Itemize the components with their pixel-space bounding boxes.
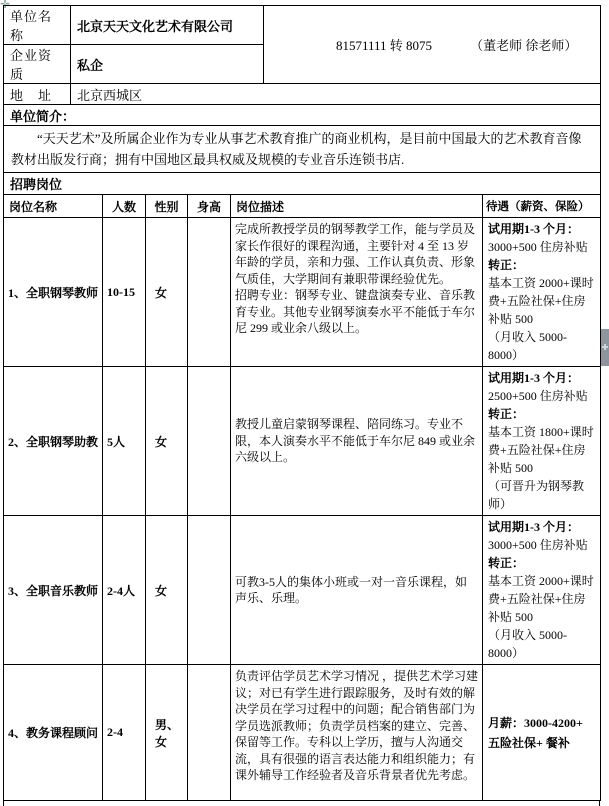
salary-note: （月收入 5000-8000） — [488, 330, 567, 362]
header-height: 身高 — [188, 195, 231, 218]
company-name-label: 单位名称 — [4, 6, 71, 45]
salary-note: （可晋升为钢琴教师） — [488, 479, 585, 511]
scrollbar-thumb[interactable] — [601, 329, 609, 366]
salary-monthly: 月薪：3000-4200+ 五险社保+ 餐补 — [488, 715, 583, 750]
job-salary — [483, 218, 601, 367]
table-continuation — [3, 801, 600, 806]
job-row-piano-assistant — [4, 367, 601, 516]
job-row-music-teacher — [4, 516, 601, 665]
address-value: 北京西城区 — [71, 84, 601, 105]
salary-regular-label: 转正： — [488, 556, 525, 570]
job-description — [231, 516, 483, 665]
job-description — [231, 665, 483, 801]
job-salary — [483, 665, 601, 801]
header-description: 岗位描述 — [231, 195, 483, 218]
company-phone-cell — [264, 6, 601, 84]
salary-note: （月收入 5000-8000） — [488, 628, 567, 660]
header-position-name: 岗位名称 — [4, 195, 103, 218]
company-intro-text: “天天艺术”及所属企业作为专业从事艺术教育推广的商业机构，是目前中国最大的艺术教育音像教材出版发行商；拥有中国地区最具权威及规模的专业音乐连锁书店. — [11, 131, 582, 167]
salary-trial-value: 3000+500 住房补贴 — [488, 240, 588, 254]
job-description — [231, 367, 483, 516]
job-height — [188, 516, 231, 665]
contact-names: （董老师 徐老师） — [470, 38, 578, 53]
header-salary: 待遇（薪资、保险） — [483, 195, 601, 218]
jobs-table — [3, 194, 601, 801]
job-name: 4、教务课程顾问 — [4, 665, 103, 801]
job-count: 2-4人 — [103, 516, 146, 665]
company-name-value: 北京天天文化艺术有限公司 — [71, 6, 264, 45]
jobs-header-row — [4, 195, 601, 218]
company-intro-cell — [4, 126, 601, 173]
section-title: 招聘岗位 — [4, 173, 601, 195]
intro-text-row — [4, 126, 601, 173]
job-gender: 女 — [146, 218, 188, 367]
header-gender: 性别 — [146, 195, 188, 218]
qualification-value: 私企 — [71, 45, 264, 84]
salary-regular-label: 转正： — [488, 407, 525, 421]
salary-regular-value: 基本工资 1800+课时费+五险社保+住房补贴 500 — [488, 425, 594, 475]
job-gender: 女 — [146, 367, 188, 516]
qualification-label: 企业资质 — [4, 45, 71, 84]
job-description-paragraph: 可教3-5人的集体小班或一对一音乐课程，如声乐、乐理。 — [235, 574, 467, 605]
salary-trial-label: 试用期1-3 个月： — [488, 371, 579, 385]
job-height — [188, 218, 231, 367]
salary-trial-value: 2500+500 住房补贴 — [488, 389, 588, 403]
header-count: 人数 — [103, 195, 146, 218]
job-count: 2-4 — [103, 665, 146, 801]
company-info-table — [3, 5, 601, 195]
company-intro-label: 单位简介： — [4, 105, 601, 126]
job-row-piano-teacher — [4, 218, 601, 367]
salary-regular-value: 基本工资 2000+课时费+五险社保+住房补贴 500 — [488, 574, 594, 624]
job-description-paragraph: 负责评估学员艺术学习情况 ，提供艺术学习建议；对已有学生进行跟踪服务，及时有效的解决学员在学习过程中的问题；配合销售部门为学员选派教师；负责学员档案的建立、完善、保留等工作。专科以上学历，擅与人沟通交流，具有很强的语言表达能力和组织能力；有课外辅导工作经验者及音乐背景者优先考虑。 — [235, 669, 479, 782]
job-description-paragraph: 教授儿童启蒙钢琴课程、陪同练习。专业不限，本人演奏水平不能低于车尔尼 849 或业余六级以上。 — [235, 417, 476, 465]
job-gender: 男、女 — [146, 665, 188, 801]
job-height — [188, 367, 231, 516]
salary-trial-label: 试用期1-3 个月： — [488, 520, 579, 534]
job-name: 3、全职音乐教师 — [4, 516, 103, 665]
phone-number: 81571111 转 8075 — [336, 38, 433, 53]
intro-label-row — [4, 105, 601, 126]
job-salary — [483, 516, 601, 665]
salary-trial-value: 3000+500 住房补贴 — [488, 538, 588, 552]
document-body — [3, 5, 600, 806]
job-row-course-consultant — [4, 665, 601, 801]
job-count: 10-15 — [103, 218, 146, 367]
section-title-row — [4, 173, 601, 195]
job-name: 1、全职钢琴教师 — [4, 218, 103, 367]
salary-regular-value: 基本工资 2000+课时费+五险社保+住房补贴 500 — [488, 276, 594, 326]
job-gender: 女 — [146, 516, 188, 665]
scrollbar-grip-icon — [602, 346, 608, 348]
salary-regular-label: 转正： — [488, 258, 525, 272]
job-description-paragraph: 招聘专业：钢琴专业、键盘演奏专业、音乐教育专业。其他专业钢琴演奏水平不能低于车尔尼 299 或业余八级以上。 — [235, 288, 476, 335]
salary-trial-label: 试用期1-3 个月： — [488, 222, 579, 236]
address-label: 地 址 — [4, 84, 71, 105]
table-move-handle-icon[interactable]: ✛ — [0, 0, 11, 10]
job-height — [188, 665, 231, 801]
address-row — [4, 84, 601, 105]
job-count: 5人 — [103, 367, 146, 516]
job-name: 2、全职钢琴助教 — [4, 367, 103, 516]
job-description — [231, 218, 483, 367]
company-name-row — [4, 6, 601, 45]
job-description-paragraph: 完成所教授学员的钢琴教学工作，能与学员及家长作很好的课程沟通，主要针对 4 至 13 岁年龄的学员，亲和力强、工作认真负责、形象气质佳，大学期间有兼职带课经验优先。 — [235, 222, 476, 286]
job-salary — [483, 367, 601, 516]
